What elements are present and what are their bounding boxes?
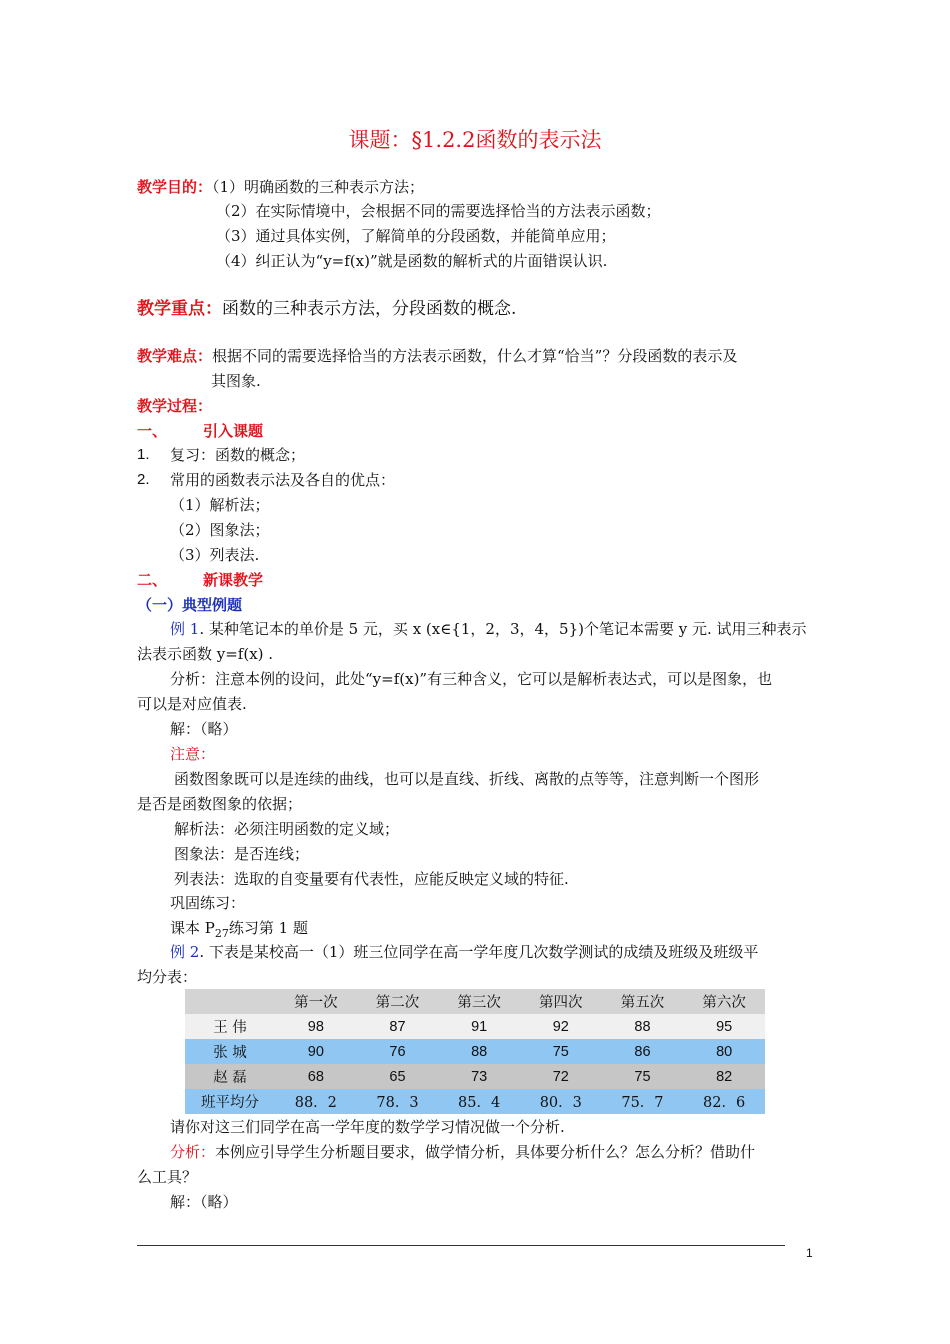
note-text: 列表法：选取的自变量要有代表性，应能反映定义域的特征.	[174, 870, 569, 888]
practice-reference	[170, 918, 308, 940]
list-item: 常用的函数表示法及各自的优点：	[170, 471, 396, 489]
table-cell: 72	[552, 1068, 569, 1085]
objective-item: （2）在实际情境中，会根据不同的需要选择恰当的方法表示函数；	[216, 202, 661, 220]
example-1-label: 例 1	[170, 620, 200, 638]
key-points-label: 教学重点：	[137, 299, 222, 319]
table-cell: 82．6	[703, 1095, 746, 1111]
list-number: 1.	[137, 446, 150, 463]
table-header-cell: 第二次	[375, 995, 420, 1011]
example-1-line-2: 法表示函数 y=f(x) .	[137, 645, 274, 663]
table-cell: 75	[552, 1043, 569, 1060]
practice-label: 巩固练习：	[170, 894, 246, 912]
note-text: 图象法：是否连线；	[174, 845, 310, 863]
table-cell: 80．3	[539, 1095, 582, 1111]
note-text: 解析法：必须注明函数的定义域；	[174, 820, 400, 838]
table-header-cell: 第四次	[539, 995, 583, 1011]
table-cell: 65	[389, 1068, 406, 1085]
table-cell: 92	[552, 1018, 569, 1035]
table-cell: 68	[307, 1068, 324, 1085]
practice-ref-page: 27	[214, 927, 229, 940]
table-row	[185, 1089, 765, 1114]
difficulties-line-1	[137, 346, 737, 366]
analysis-label: 分析：	[170, 1143, 216, 1161]
objective-item: （3）通过具体实例，了解简单的分段函数，并能简单应用；	[216, 227, 616, 245]
table-cell: 82	[716, 1068, 733, 1085]
table-cell: 86	[634, 1043, 651, 1060]
example-2-solution: 解：（略）	[170, 1193, 238, 1211]
table-header-cell	[185, 989, 275, 1014]
table-cell: 75．7	[621, 1095, 664, 1111]
practice-ref-text: 课本 P	[170, 919, 215, 937]
footer-divider	[137, 1245, 785, 1246]
page-title: 课题：§1.2.2函数的表示法	[348, 128, 602, 152]
objectives-line-1	[137, 177, 424, 197]
difficulties-label: 教学难点：	[137, 347, 213, 365]
table-header-cell: 第三次	[457, 995, 501, 1011]
example-2-line-2: 均分表：	[137, 968, 198, 986]
table-cell: 73	[471, 1068, 488, 1085]
page-number: 1	[806, 1246, 813, 1260]
table-cell: 98	[307, 1018, 324, 1035]
example-2-analysis	[170, 1142, 755, 1162]
row-label: 张 城	[213, 1045, 247, 1061]
key-points	[137, 299, 516, 319]
objective-item: （1）明确函数的三种表示方法；	[212, 178, 425, 196]
practice-ref-text: 练习第 1 题	[228, 919, 308, 937]
table-header-cell: 第一次	[294, 995, 338, 1011]
row-label: 王 伟	[213, 1020, 247, 1036]
table-header-cell: 第六次	[702, 995, 746, 1011]
note-text: 函数图象既可以是连续的曲线，也可以是直线、折线、离散的点等等，注意判断一个图形	[174, 770, 760, 788]
table-cell: 80	[716, 1043, 733, 1060]
process-label: 教学过程：	[137, 397, 213, 415]
scores-table	[185, 989, 765, 1114]
table-cell: 91	[471, 1018, 488, 1035]
example-2-label: 例 2	[170, 943, 200, 961]
example-1-text: . 某种笔记本的单价是 5 元，买 x (x∈{1，2，3，4，5})个笔记本需要 y 元. 试用三种表示	[199, 620, 807, 638]
table-cell: 78．3	[376, 1095, 419, 1111]
section-1-number: 一、	[137, 422, 168, 440]
table-cell: 76	[389, 1043, 406, 1060]
example-2-text: . 下表是某校高一（1）班三位同学在高一学年度几次数学测试的成绩及班级及班级平	[199, 943, 759, 961]
example-1-solution: 解：（略）	[170, 720, 238, 738]
table-cell: 85．4	[458, 1095, 501, 1111]
sub-list-item: （1）解析法；	[170, 496, 270, 514]
note-text: 是否是函数图象的依据；	[137, 795, 303, 813]
analysis-text: 本例应引导学生分析题目要求，做学情分析，具体要分析什么？怎么分析？借助什	[215, 1143, 756, 1161]
table-row	[185, 1014, 765, 1039]
section-2-number: 二、	[137, 571, 168, 589]
table-cell: 95	[716, 1018, 733, 1035]
difficulties-line-2: 其图象.	[211, 372, 261, 390]
table-cell: 75	[634, 1068, 651, 1085]
row-label: 赵 磊	[213, 1070, 247, 1086]
example-2-line-1	[170, 942, 758, 962]
example-1-analysis-cont: 可以是对应值表.	[137, 695, 247, 713]
list-item: 复习：函数的概念；	[170, 446, 306, 464]
example-2-question: 请你对这三们同学在高一学年度的数学学习情况做一个分析.	[170, 1118, 565, 1136]
sub-list-item: （2）图象法；	[170, 521, 270, 539]
example-1-line-1	[170, 619, 807, 639]
sub-list-item: （3）列表法.	[170, 546, 260, 564]
objectives-label: 教学目的：	[137, 178, 213, 196]
list-number: 2.	[137, 471, 150, 488]
section-1-title: 引入课题	[203, 422, 264, 440]
table-cell: 88	[634, 1018, 651, 1035]
difficulties-text: 根据不同的需要选择恰当的方法表示函数，什么才算“恰当”？分段函数的表示及	[212, 347, 738, 365]
table-cell: 88．2	[294, 1095, 337, 1111]
table-row	[185, 1064, 765, 1089]
table-cell: 87	[389, 1018, 406, 1035]
note-label: 注意：	[170, 745, 216, 763]
table-cell: 88	[471, 1043, 488, 1060]
objective-item: （4）纠正认为“y=f(x)”就是函数的解析式的片面错误认识.	[216, 252, 608, 270]
key-points-text: 函数的三种表示方法，分段函数的概念.	[222, 299, 517, 319]
subsection-title: （一）典型例题	[137, 596, 243, 614]
row-label: 班平均分	[201, 1095, 259, 1111]
example-2-analysis-cont: 么工具？	[137, 1168, 198, 1186]
example-1-analysis: 分析：注意本例的设问，此处“y=f(x)”有三种含义，它可以是解析表达式，可以是图象，也	[170, 670, 773, 688]
table-header-row	[185, 989, 765, 1014]
table-cell: 90	[307, 1043, 324, 1060]
table-row	[185, 1039, 765, 1064]
section-2-title: 新课教学	[203, 571, 264, 589]
table-header-cell: 第五次	[620, 995, 665, 1011]
